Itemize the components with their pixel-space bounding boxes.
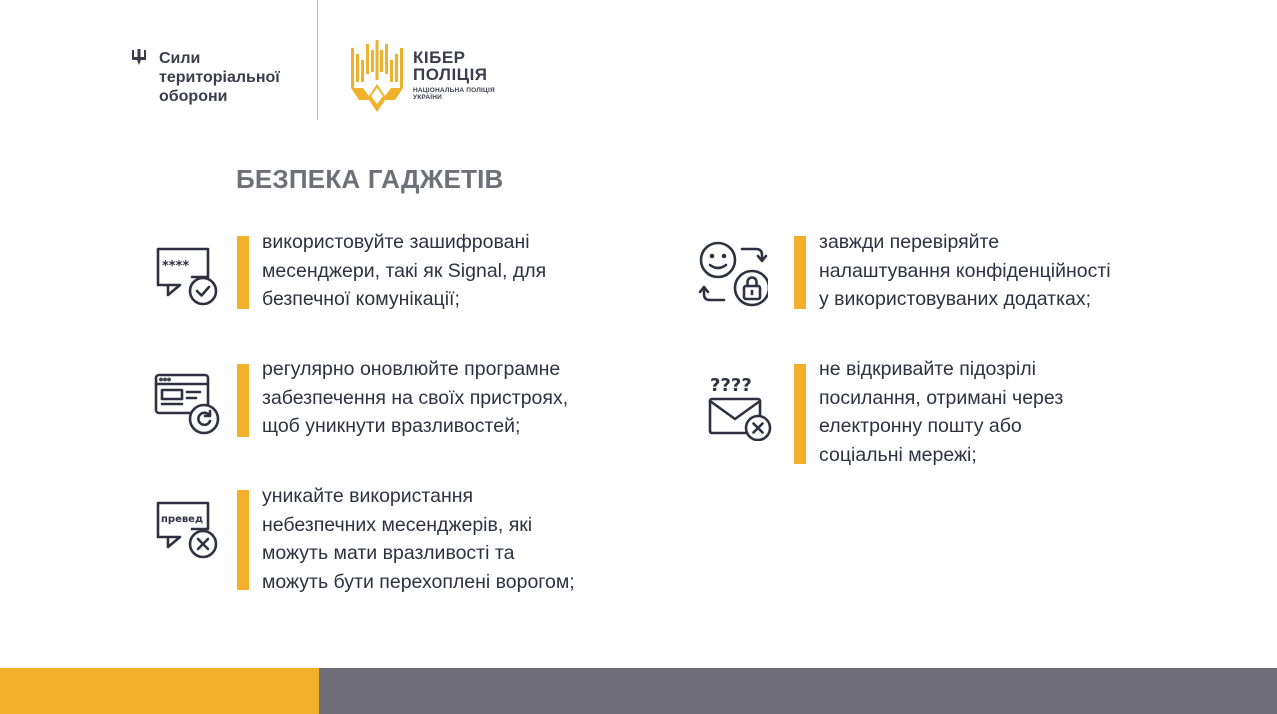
header-divider	[317, 0, 318, 120]
tip-line: регулярно оновлюйте програмне	[262, 358, 561, 380]
asterisks-text: ****	[162, 259, 190, 274]
tip-line: месенджери, такі як Signal, для	[262, 259, 547, 282]
tip-line: соціальні мережі;	[819, 443, 977, 466]
chat-text: превед	[161, 514, 204, 525]
tip-line: електронну пошту або	[819, 415, 1022, 437]
tip-encrypted-messengers	[262, 228, 546, 314]
privacy-settings-icon	[698, 240, 768, 310]
tip-line: не відкривайте підозрілі	[819, 358, 1036, 380]
cyber-police-logo-icon	[349, 40, 405, 114]
accent-bar	[237, 490, 249, 590]
cyber-subtitle-line: НАЦІОНАЛЬНА ПОЛІЦІЯ	[413, 87, 495, 94]
tip-line: налаштування конфіденційності	[819, 259, 1111, 282]
tip-line: забезпечення на своїх пристроях,	[262, 386, 569, 409]
tip-suspicious-links	[819, 355, 1063, 469]
tip-software-update	[262, 355, 568, 441]
tip-line: небезпечних месенджерів, які	[262, 513, 533, 536]
tip-line: завжди перевіряйте	[819, 231, 1000, 253]
cyber-police-subtitle	[413, 87, 495, 101]
accent-bar	[794, 364, 806, 464]
tip-line: можуть мати вразливості та	[262, 542, 515, 564]
page-title: БЕЗПЕКА ГАДЖЕТІВ	[236, 164, 504, 194]
encrypted-chat-icon	[152, 243, 222, 313]
unsafe-chat-icon	[152, 497, 222, 567]
question-marks-text: ????	[710, 375, 752, 396]
accent-bar	[794, 236, 806, 309]
cyber-title-line: ПОЛІЦІЯ	[413, 65, 488, 84]
accent-bar	[237, 236, 249, 309]
tip-line: можуть бути перехоплені ворогом;	[262, 570, 575, 593]
cyber-subtitle-line: УКРАЇНИ	[413, 94, 443, 101]
tro-name	[159, 49, 280, 106]
tip-line: уникайте використання	[262, 485, 474, 507]
footer-accent-stripe	[0, 668, 319, 714]
tip-privacy-settings	[819, 228, 1111, 314]
suspicious-email-icon	[706, 371, 776, 441]
cyber-title-line: КІБЕР	[413, 48, 466, 67]
tip-line: використовуйте зашифровані	[262, 231, 530, 253]
cyber-police-title	[413, 49, 488, 83]
software-update-icon	[152, 371, 222, 441]
tip-unsafe-messengers	[262, 482, 575, 596]
tro-name-line: оборони	[159, 88, 228, 105]
tip-line: посилання, отримані через	[819, 386, 1064, 409]
tip-line: безпечної комунікації;	[262, 288, 460, 310]
accent-bar	[237, 364, 249, 437]
tip-line: у використовуваних додатках;	[819, 288, 1092, 310]
tro-name-line: Сили	[159, 50, 201, 67]
footer-gray-stripe	[319, 668, 1277, 714]
tro-name-line: територіальної	[159, 69, 280, 86]
tip-line: щоб уникнути вразливостей;	[262, 415, 521, 437]
trident-icon	[131, 48, 147, 66]
